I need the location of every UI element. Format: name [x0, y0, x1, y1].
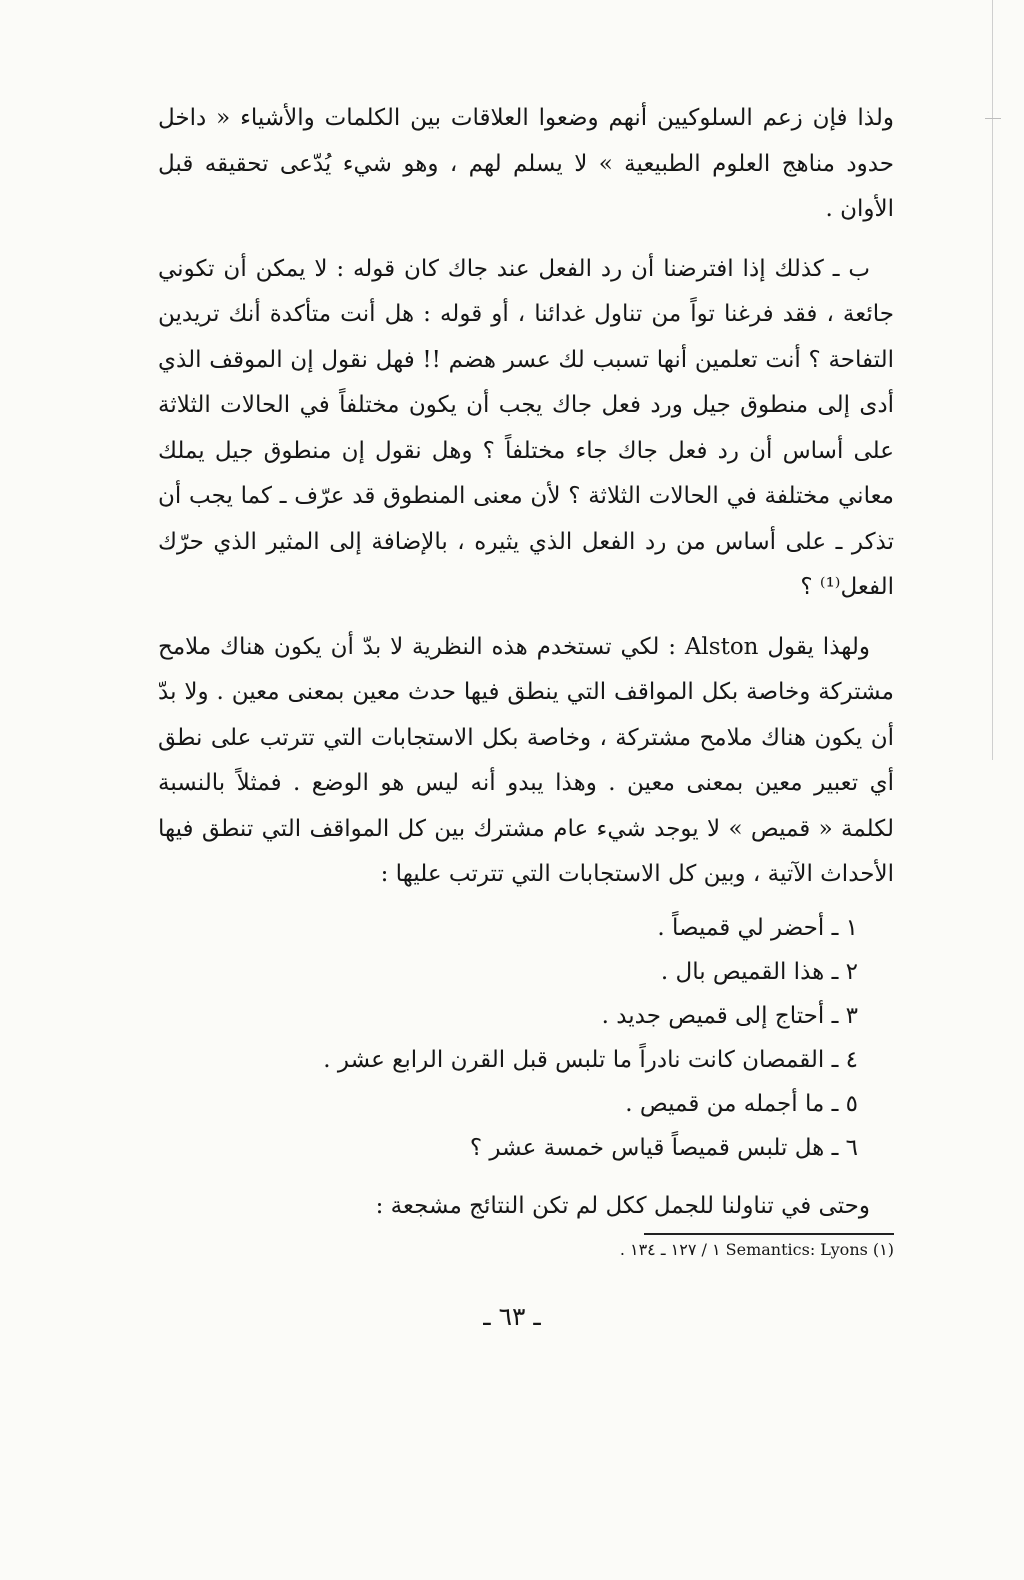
list-item: ٦ ـ هل تلبس قميصاً قياس خمسة عشر ؟	[469, 1134, 858, 1161]
list-item: ١ ـ أحضر لي قميصاً .	[657, 914, 858, 941]
list-item: ٢ ـ هذا القميص بال .	[660, 958, 858, 985]
paragraph-jack-reaction: ب ـ كذلك إذا افترضنا أن رد الفعل عند جاك كان قوله : لا يمكن أن تكوني جائعة ، فقد فرغنا تواً من تناول غدائنا ، أو قوله : هل أنت متأكدة أنك تريدين التفاحة ؟ أنت تعلمين أنها تسبب لك عسر هضم !! فهل نقول إن الموقف الذي أدى إلى منطوق جيل ورد فعل جاك يجب أن يكون مختلفاً في الحالات الثلاثة على أساس أن رد فعل جاك جاء مختلفاً ؟ وهل نقول إن منطوق جيل يملك معاني مختلفة في الحالات الثلاثة ؟ لأن معنى المنطوق قد عرّف ـ كما يجب أن تذكر ـ على أساس من رد الفعل الذي يثيره ، بالإضافة إلى المثير الذي حرّك الفعل⁽¹⁾ ؟	[158, 255, 894, 600]
paragraph-behaviorists-claim: ولذا فإن زعم السلوكيين أنهم وضعوا العلاقات بين الكلمات والأشياء « داخل حدود مناهج العلوم الطبيعية » لا يسلم لهم ، وهو شيء يُدّعى تحقيقه قبل الأوان .	[158, 105, 894, 222]
list-item: ٤ ـ القمصان كانت نادراً ما تلبس قبل القرن الرابع عشر .	[323, 1046, 858, 1073]
paragraph-alston-quote: ولهذا يقول Alston : لكي تستخدم هذه النظرية لا بدّ أن يكون هناك ملامح مشتركة وخاصة بكل المواقف التي ينطق فيها حدث معين بمعنى معين . ولا بدّ أن يكون هناك ملامح مشتركة ، وخاصة بكل الاستجابات التي تترتب على نطق أي تعبير معين بمعنى معين . وهذا يبدو أنه ليس هو الوضع . فمثلاً بالنسبة لكلمة « قميص » لا يوجد شيء عام مشترك بين كل المواقف التي تنطق فيها الأحداث الآتية ، وبين كل الاستجابات التي تترتب عليها :	[158, 633, 894, 887]
closing-line: وحتى في تناولنا للجمل ككل لم تكن النتائج مشجعة :	[375, 1192, 870, 1219]
footnote-divider	[644, 1233, 894, 1235]
scan-edge-mark	[985, 118, 1001, 119]
page-number: ـ ٦٣ ـ	[483, 1302, 541, 1331]
list-item: ٥ ـ ما أجمله من قميص .	[625, 1090, 858, 1117]
book-page	[158, 96, 894, 1261]
scan-page-edge	[992, 0, 993, 760]
example-sentences-list	[158, 906, 894, 1170]
footnote: (١) Semantics: Lyons ١ / ١٢٧ ـ ١٣٤ .	[619, 1240, 894, 1259]
list-item: ٣ ـ أحتاج إلى قميص جديد .	[601, 1002, 858, 1029]
